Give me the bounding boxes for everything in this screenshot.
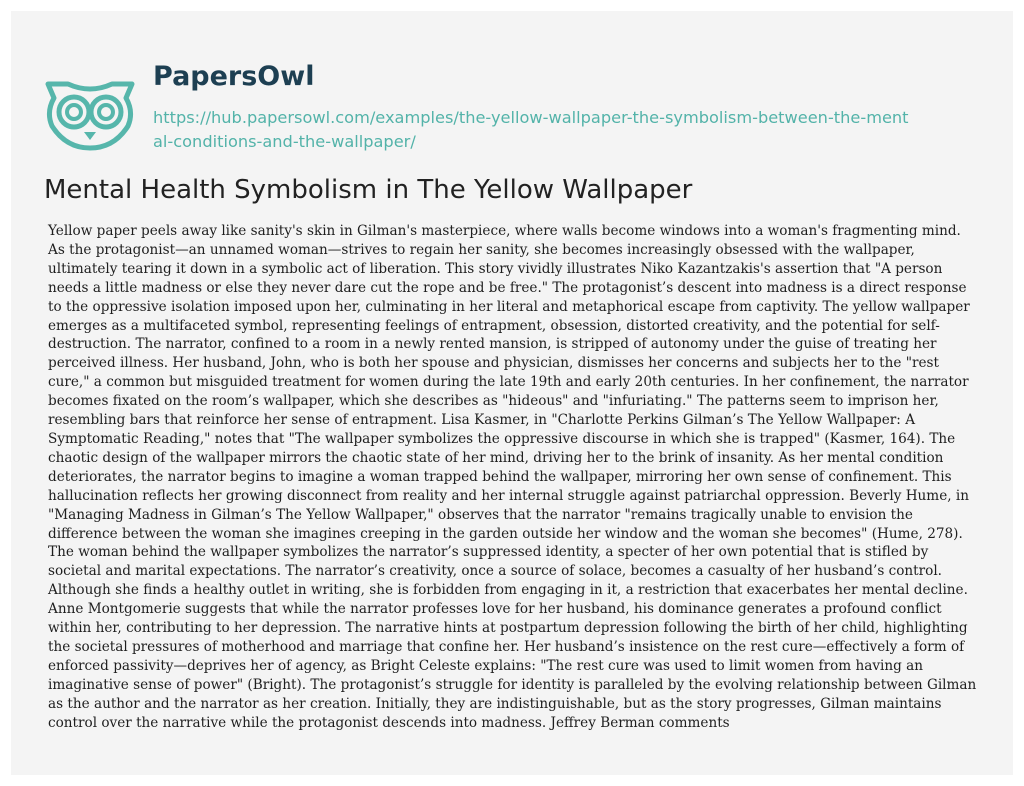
source-url-link[interactable]: https://hub.papersowl.com/examples/the-yellow-wallpaper-the-symbolism-between-the-mental-conditions-and-the-wallpaper/ [153, 108, 909, 151]
owl-logo-icon [42, 68, 138, 152]
header [42, 60, 1002, 160]
brand-name[interactable]: PapersOwl [153, 61, 315, 92]
essay-body-text: Yellow paper peels away like sanity's skin in Gilman's masterpiece, where walls become windows into a woman's fragmenting mind. As the protagonist—an unnamed woman—strives to regain her sanity, she becomes increasingly obsessed with the wallpaper, ultimately tearing it down in a symbolic act of liberation. This story vividly illustrates Niko Kazantzakis's assertion that "A person needs a little madness or else they never dare cut the rope and be free." The protagonist’s descent into madness is a direct response to the oppressive isolation imposed upon her, culminating in her literal and metaphorical escape from captivity. The yellow wallpaper emerges as a multifaceted symbol, representing feelings of entrapment, obsession, distorted creativity, and the potential for self-destruction. The narrator, confined to a room in a newly rented mansion, is stripped of autonomy under the guise of treating her perceived illness. Her husband, John, who is both her spouse and physician, dismisses her concerns and subjects her to the "rest cure," a common but misguided treatment for women during the late 19th and early 20th centuries. In her confinement, the narrator becomes fixated on the room’s wallpaper, which she describes as "hideous" and "infuriating." The patterns seem to imprison her, resembling bars that reinforce her sense of entrapment. Lisa Kasmer, in "Charlotte Perkins Gilman’s The Yellow Wallpaper: A Symptomatic Reading," notes that "The wallpaper symbolizes the oppressive discourse in which she is trapped" (Kasmer, 164). The chaotic design of the wallpaper mirrors the chaotic state of her mind, driving her to the brink of insanity. As her mental condition deteriorates, the narrator begins to imagine a woman trapped behind the wallpaper, mirroring her own sense of confinement. This hallucination reflects her growing disconnect from reality and her internal struggle against patriarchal oppression. Beverly Hume, in "Managing Madness in Gilman’s The Yellow Wallpaper," observes that the narrator "remains tragically unable to envision the difference between the woman she imagines creeping in the garden outside her window and the woman she becomes" (Hume, 278). The woman behind the wallpaper symbolizes the narrator’s suppressed identity, a specter of her own potential that is stifled by societal and marital expectations. The narrator’s creativity, once a source of solace, becomes a casualty of her husband’s control. Although she finds a healthy outlet in writing, she is forbidden from engaging in it, a restriction that exacerbates her mental decline. Anne Montgomerie suggests that while the narrator professes love for her husband, his dominance generates a profound conflict within her, contributing to her depression. The narrative hints at postpartum depression following the birth of her child, highlighting the societal pressures of motherhood and marriage that confine her. Her husband’s insistence on the rest cure—effectively a form of enforced passivity—deprives her of agency, as Bright Celeste explains: "The rest cure was used to limit women from having an imaginative sense of power" (Bright). The protagonist’s struggle for identity is paralleled by the evolving relationship between Gilman as the author and the narrator as her creation. Initially, they are indistinguishable, but as the story progresses, Gilman maintains control over the narrative while the protagonist descends into madness. Jeffrey Berman comments [48, 223, 977, 731]
page-title: Mental Health Symbolism in The Yellow Wallpaper [44, 175, 693, 205]
